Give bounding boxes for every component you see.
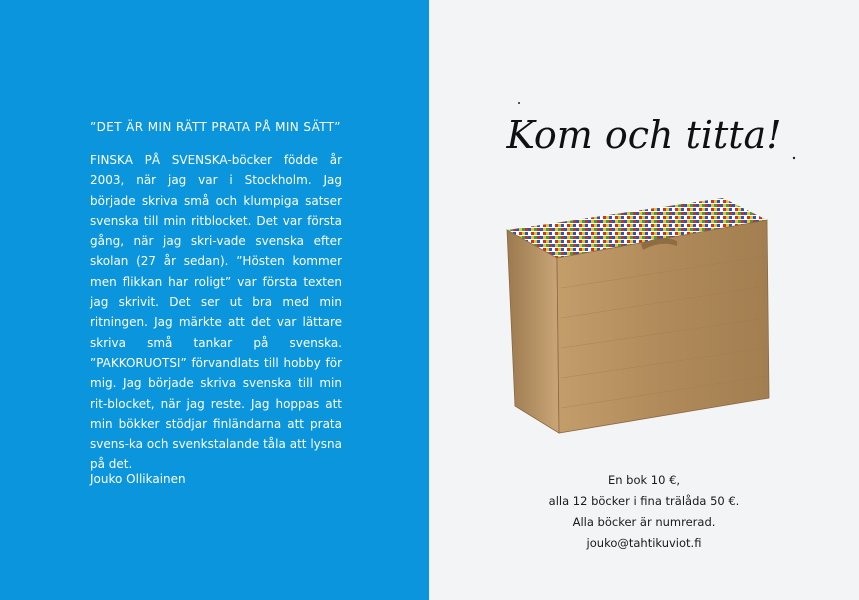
author-name: Jouko Ollikainen [90,472,186,486]
price-bundle: alla 12 böcker i fina trälåda 50 €. [548,494,740,508]
right-panel [429,0,859,600]
left-panel [0,0,429,600]
headline-text: Kom och titta! [506,113,782,157]
box-side [507,230,559,433]
contact-email[interactable]: jouko@tahtikuviot.fi [586,536,702,550]
handwritten-headline [429,90,859,180]
ink-dot [793,157,795,159]
price-info [429,470,859,554]
ink-dot [518,102,520,104]
body-text: FINSKA PÅ SVENSKA-böcker födde år 2003, när jag var i Stockholm. Jag började skriva små och klumpiga satser svenska till min ritblocket. Det var första gång, när jag skri-vade svenska efter skolan (27 år sedan). ”Hösten kommer men flikkan har roligt” var första texten jag skrivit. Det ser ut bra med min ritningen. Jag märkte att det var lättare skriva små tankar på svenska. ”PAKKORUOTSI” förvandlats till hobby för mig. Jag började skriva svenska till min rit-blocket, när jag reste. Jag hoppas att min bökker stödjar finländarna att prata svens-ka och svenkstalande tåla att lysna på det. [90,153,342,472]
wooden-box-image [501,188,781,443]
price-single: En bok 10 €, [607,473,681,487]
numbered-note: Alla böcker är numrerad. [572,515,716,529]
quote-title: ”DET ÄR MIN RÄTT PRATA PÅ MIN SÄTT” [90,120,341,134]
box-front [557,220,769,433]
